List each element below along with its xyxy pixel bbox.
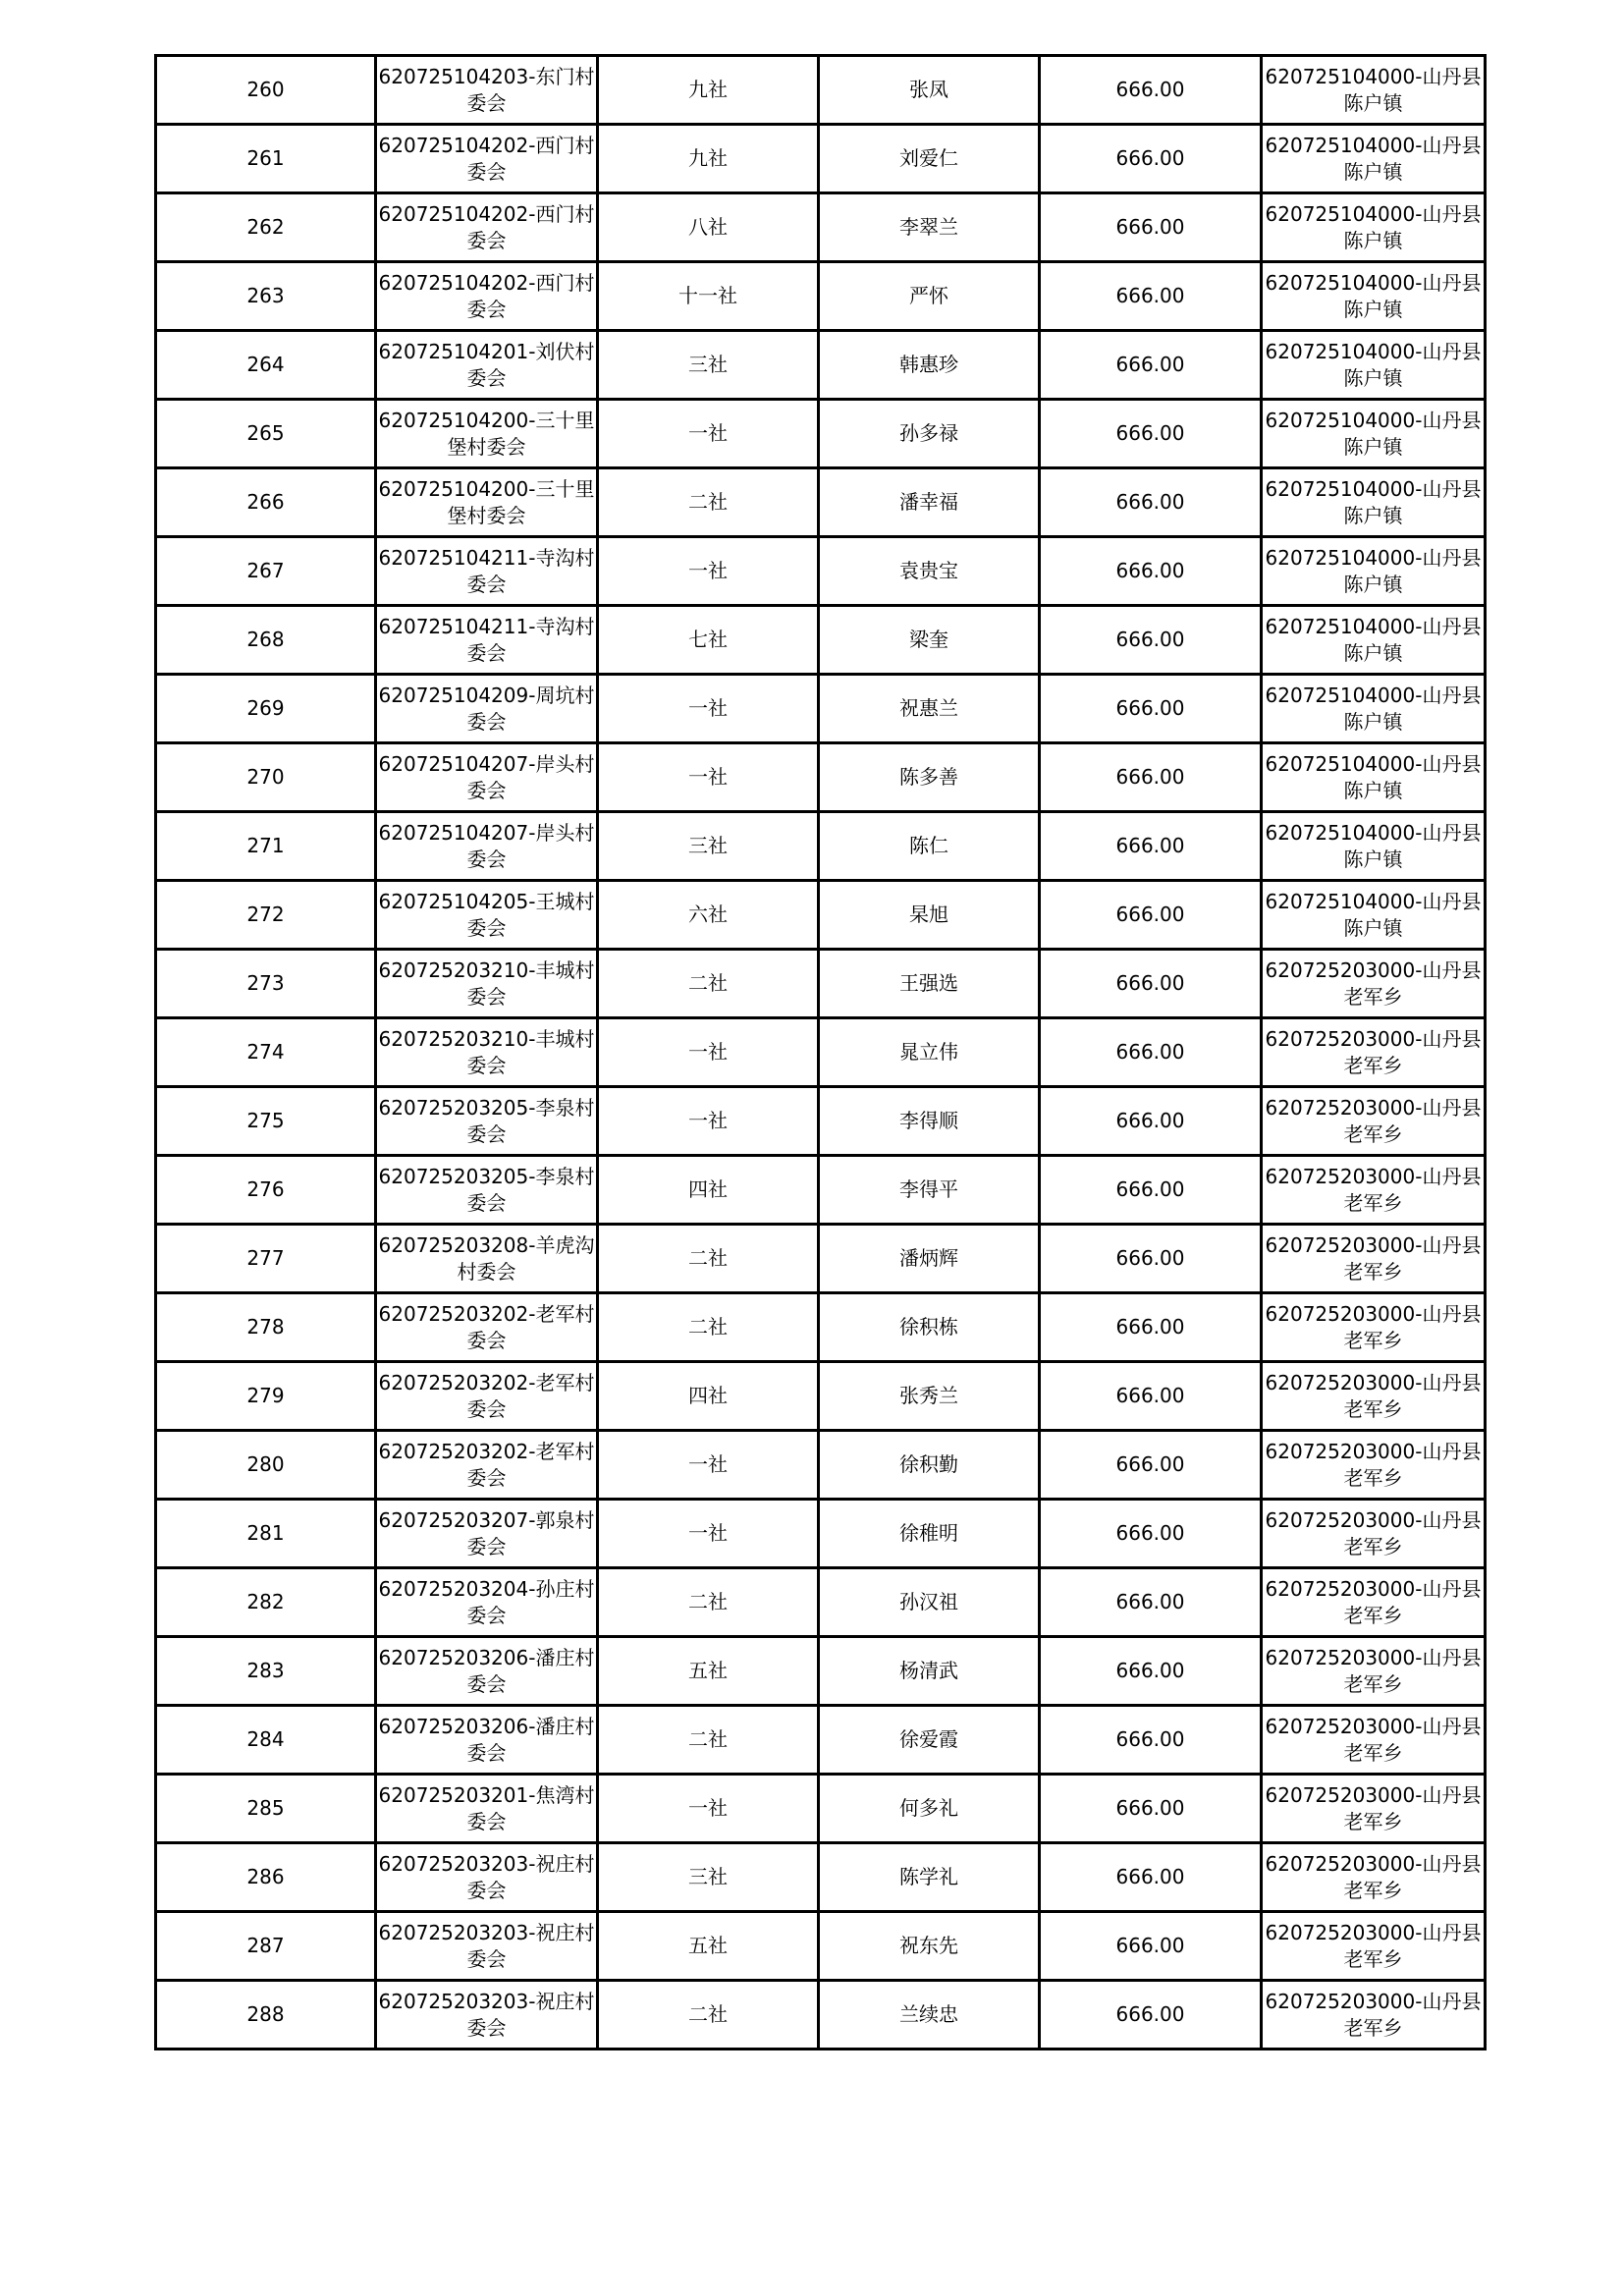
township-cell: 620725203000-山丹县老军乡: [1262, 1568, 1486, 1637]
village-committee-cell: 620725104205-王城村委会: [376, 881, 598, 950]
row-number-cell: 261: [156, 125, 376, 193]
amount-cell: 666.00: [1040, 193, 1262, 262]
township-cell: 620725203000-山丹县老军乡: [1262, 1018, 1486, 1087]
township-cell: 620725104000-山丹县陈户镇: [1262, 881, 1486, 950]
village-group-cell: 五社: [598, 1912, 819, 1981]
subsidy-roster-table: [154, 54, 1487, 2050]
village-committee-cell: 620725203210-丰城村委会: [376, 950, 598, 1018]
township-cell: 620725104000-山丹县陈户镇: [1262, 606, 1486, 675]
village-group-cell: 二社: [598, 1293, 819, 1362]
amount-cell: 666.00: [1040, 262, 1262, 331]
person-name-cell: 陈多善: [819, 743, 1040, 812]
table-row: [156, 1981, 1486, 2050]
village-group-cell: 七社: [598, 606, 819, 675]
village-committee-cell: 620725203207-郭泉村委会: [376, 1500, 598, 1568]
township-cell: 620725104000-山丹县陈户镇: [1262, 537, 1486, 606]
person-name-cell: 王强选: [819, 950, 1040, 1018]
village-committee-cell: 620725104207-岸头村委会: [376, 743, 598, 812]
village-committee-cell: 620725104211-寺沟村委会: [376, 606, 598, 675]
township-cell: 620725203000-山丹县老军乡: [1262, 1500, 1486, 1568]
village-committee-cell: 620725203202-老军村委会: [376, 1293, 598, 1362]
village-group-cell: 三社: [598, 1843, 819, 1912]
table-row: [156, 1912, 1486, 1981]
person-name-cell: 孙多禄: [819, 400, 1040, 468]
row-number-cell: 267: [156, 537, 376, 606]
amount-cell: 666.00: [1040, 1500, 1262, 1568]
table-row: [156, 1568, 1486, 1637]
village-committee-cell: 620725203206-潘庄村委会: [376, 1637, 598, 1706]
village-group-cell: 一社: [598, 743, 819, 812]
village-committee-cell: 620725203202-老军村委会: [376, 1362, 598, 1431]
village-group-cell: 三社: [598, 812, 819, 881]
township-cell: 620725104000-山丹县陈户镇: [1262, 812, 1486, 881]
row-number-cell: 270: [156, 743, 376, 812]
person-name-cell: 杲旭: [819, 881, 1040, 950]
amount-cell: 666.00: [1040, 743, 1262, 812]
person-name-cell: 张秀兰: [819, 1362, 1040, 1431]
table-row: [156, 1087, 1486, 1156]
table-row: [156, 1293, 1486, 1362]
person-name-cell: 陈仁: [819, 812, 1040, 881]
township-cell: 620725104000-山丹县陈户镇: [1262, 56, 1486, 125]
village-group-cell: 二社: [598, 1981, 819, 2050]
amount-cell: 666.00: [1040, 1568, 1262, 1637]
table-row: [156, 812, 1486, 881]
table-row: [156, 1706, 1486, 1775]
township-cell: 620725203000-山丹县老军乡: [1262, 1156, 1486, 1225]
amount-cell: 666.00: [1040, 675, 1262, 743]
row-number-cell: 265: [156, 400, 376, 468]
village-committee-cell: 620725203203-祝庄村委会: [376, 1912, 598, 1981]
township-cell: 620725203000-山丹县老军乡: [1262, 1775, 1486, 1843]
row-number-cell: 278: [156, 1293, 376, 1362]
amount-cell: 666.00: [1040, 1018, 1262, 1087]
amount-cell: 666.00: [1040, 1156, 1262, 1225]
township-cell: 620725203000-山丹县老军乡: [1262, 1431, 1486, 1500]
village-committee-cell: 620725203210-丰城村委会: [376, 1018, 598, 1087]
township-cell: 620725203000-山丹县老军乡: [1262, 1706, 1486, 1775]
person-name-cell: 韩惠珍: [819, 331, 1040, 400]
table-row: [156, 1156, 1486, 1225]
table-row: [156, 1500, 1486, 1568]
village-committee-cell: 620725203205-李泉村委会: [376, 1156, 598, 1225]
row-number-cell: 275: [156, 1087, 376, 1156]
person-name-cell: 李得平: [819, 1156, 1040, 1225]
table-row: [156, 56, 1486, 125]
person-name-cell: 袁贵宝: [819, 537, 1040, 606]
row-number-cell: 273: [156, 950, 376, 1018]
amount-cell: 666.00: [1040, 1431, 1262, 1500]
table-row: [156, 1225, 1486, 1293]
village-group-cell: 四社: [598, 1156, 819, 1225]
row-number-cell: 279: [156, 1362, 376, 1431]
table-row: [156, 1843, 1486, 1912]
village-committee-cell: 620725203203-祝庄村委会: [376, 1843, 598, 1912]
amount-cell: 666.00: [1040, 1912, 1262, 1981]
village-group-cell: 一社: [598, 1018, 819, 1087]
table-row: [156, 468, 1486, 537]
village-committee-cell: 620725203205-李泉村委会: [376, 1087, 598, 1156]
row-number-cell: 260: [156, 56, 376, 125]
township-cell: 620725203000-山丹县老军乡: [1262, 1087, 1486, 1156]
village-group-cell: 二社: [598, 1568, 819, 1637]
person-name-cell: 李翠兰: [819, 193, 1040, 262]
township-cell: 620725104000-山丹县陈户镇: [1262, 675, 1486, 743]
table-row: [156, 537, 1486, 606]
table-row: [156, 1018, 1486, 1087]
village-group-cell: 一社: [598, 1775, 819, 1843]
township-cell: 620725203000-山丹县老军乡: [1262, 1225, 1486, 1293]
village-group-cell: 一社: [598, 1087, 819, 1156]
village-group-cell: 一社: [598, 537, 819, 606]
row-number-cell: 272: [156, 881, 376, 950]
person-name-cell: 祝东先: [819, 1912, 1040, 1981]
village-committee-cell: 620725104201-刘伏村委会: [376, 331, 598, 400]
row-number-cell: 277: [156, 1225, 376, 1293]
village-group-cell: 六社: [598, 881, 819, 950]
amount-cell: 666.00: [1040, 950, 1262, 1018]
village-group-cell: 一社: [598, 1500, 819, 1568]
table-row: [156, 950, 1486, 1018]
table-row: [156, 881, 1486, 950]
village-group-cell: 九社: [598, 125, 819, 193]
row-number-cell: 287: [156, 1912, 376, 1981]
table-body: [156, 56, 1486, 2050]
village-group-cell: 四社: [598, 1362, 819, 1431]
person-name-cell: 徐稚明: [819, 1500, 1040, 1568]
village-group-cell: 一社: [598, 1431, 819, 1500]
village-group-cell: 二社: [598, 468, 819, 537]
person-name-cell: 孙汉祖: [819, 1568, 1040, 1637]
village-group-cell: 十一社: [598, 262, 819, 331]
table-row: [156, 1362, 1486, 1431]
township-cell: 620725104000-山丹县陈户镇: [1262, 262, 1486, 331]
village-committee-cell: 620725104202-西门村委会: [376, 125, 598, 193]
row-number-cell: 268: [156, 606, 376, 675]
table-row: [156, 606, 1486, 675]
amount-cell: 666.00: [1040, 1981, 1262, 2050]
amount-cell: 666.00: [1040, 1637, 1262, 1706]
amount-cell: 666.00: [1040, 331, 1262, 400]
person-name-cell: 杨清武: [819, 1637, 1040, 1706]
row-number-cell: 269: [156, 675, 376, 743]
township-cell: 620725104000-山丹县陈户镇: [1262, 331, 1486, 400]
person-name-cell: 徐积栋: [819, 1293, 1040, 1362]
row-number-cell: 276: [156, 1156, 376, 1225]
row-number-cell: 282: [156, 1568, 376, 1637]
village-group-cell: 二社: [598, 1706, 819, 1775]
village-committee-cell: 620725203203-祝庄村委会: [376, 1981, 598, 2050]
village-committee-cell: 620725104200-三十里堡村委会: [376, 468, 598, 537]
amount-cell: 666.00: [1040, 1775, 1262, 1843]
village-group-cell: 二社: [598, 950, 819, 1018]
person-name-cell: 兰续忠: [819, 1981, 1040, 2050]
amount-cell: 666.00: [1040, 812, 1262, 881]
village-group-cell: 二社: [598, 1225, 819, 1293]
person-name-cell: 张凤: [819, 56, 1040, 125]
row-number-cell: 284: [156, 1706, 376, 1775]
table-row: [156, 331, 1486, 400]
village-committee-cell: 620725203202-老军村委会: [376, 1431, 598, 1500]
person-name-cell: 严怀: [819, 262, 1040, 331]
village-committee-cell: 620725104211-寺沟村委会: [376, 537, 598, 606]
row-number-cell: 286: [156, 1843, 376, 1912]
village-group-cell: 一社: [598, 675, 819, 743]
row-number-cell: 262: [156, 193, 376, 262]
village-committee-cell: 620725104202-西门村委会: [376, 262, 598, 331]
township-cell: 620725104000-山丹县陈户镇: [1262, 193, 1486, 262]
village-committee-cell: 620725104207-岸头村委会: [376, 812, 598, 881]
township-cell: 620725104000-山丹县陈户镇: [1262, 125, 1486, 193]
table-row: [156, 743, 1486, 812]
table-row: [156, 1637, 1486, 1706]
person-name-cell: 祝惠兰: [819, 675, 1040, 743]
person-name-cell: 潘炳辉: [819, 1225, 1040, 1293]
row-number-cell: 266: [156, 468, 376, 537]
township-cell: 620725203000-山丹县老军乡: [1262, 1293, 1486, 1362]
person-name-cell: 何多礼: [819, 1775, 1040, 1843]
amount-cell: 666.00: [1040, 400, 1262, 468]
row-number-cell: 271: [156, 812, 376, 881]
amount-cell: 666.00: [1040, 606, 1262, 675]
village-group-cell: 三社: [598, 331, 819, 400]
village-committee-cell: 620725203201-焦湾村委会: [376, 1775, 598, 1843]
village-group-cell: 八社: [598, 193, 819, 262]
amount-cell: 666.00: [1040, 1706, 1262, 1775]
row-number-cell: 280: [156, 1431, 376, 1500]
village-committee-cell: 620725104202-西门村委会: [376, 193, 598, 262]
township-cell: 620725203000-山丹县老军乡: [1262, 950, 1486, 1018]
row-number-cell: 285: [156, 1775, 376, 1843]
amount-cell: 666.00: [1040, 1362, 1262, 1431]
row-number-cell: 281: [156, 1500, 376, 1568]
row-number-cell: 274: [156, 1018, 376, 1087]
village-group-cell: 五社: [598, 1637, 819, 1706]
amount-cell: 666.00: [1040, 1087, 1262, 1156]
township-cell: 620725104000-山丹县陈户镇: [1262, 743, 1486, 812]
village-committee-cell: 620725104209-周坑村委会: [376, 675, 598, 743]
table-row: [156, 675, 1486, 743]
person-name-cell: 徐爱霞: [819, 1706, 1040, 1775]
table-row: [156, 193, 1486, 262]
person-name-cell: 晁立伟: [819, 1018, 1040, 1087]
village-committee-cell: 620725203206-潘庄村委会: [376, 1706, 598, 1775]
person-name-cell: 李得顺: [819, 1087, 1040, 1156]
table-row: [156, 262, 1486, 331]
township-cell: 620725203000-山丹县老军乡: [1262, 1912, 1486, 1981]
person-name-cell: 徐积勤: [819, 1431, 1040, 1500]
row-number-cell: 264: [156, 331, 376, 400]
village-committee-cell: 620725203208-羊虎沟村委会: [376, 1225, 598, 1293]
township-cell: 620725203000-山丹县老军乡: [1262, 1637, 1486, 1706]
person-name-cell: 陈学礼: [819, 1843, 1040, 1912]
village-group-cell: 一社: [598, 400, 819, 468]
row-number-cell: 288: [156, 1981, 376, 2050]
amount-cell: 666.00: [1040, 537, 1262, 606]
township-cell: 620725104000-山丹县陈户镇: [1262, 400, 1486, 468]
township-cell: 620725203000-山丹县老军乡: [1262, 1981, 1486, 2050]
village-committee-cell: 620725203204-孙庄村委会: [376, 1568, 598, 1637]
row-number-cell: 263: [156, 262, 376, 331]
amount-cell: 666.00: [1040, 125, 1262, 193]
township-cell: 620725203000-山丹县老军乡: [1262, 1843, 1486, 1912]
person-name-cell: 潘幸福: [819, 468, 1040, 537]
table-row: [156, 125, 1486, 193]
village-committee-cell: 620725104203-东门村委会: [376, 56, 598, 125]
township-cell: 620725104000-山丹县陈户镇: [1262, 468, 1486, 537]
person-name-cell: 刘爱仁: [819, 125, 1040, 193]
table-row: [156, 1775, 1486, 1843]
township-cell: 620725203000-山丹县老军乡: [1262, 1362, 1486, 1431]
village-group-cell: 九社: [598, 56, 819, 125]
row-number-cell: 283: [156, 1637, 376, 1706]
amount-cell: 666.00: [1040, 881, 1262, 950]
table-row: [156, 1431, 1486, 1500]
amount-cell: 666.00: [1040, 1843, 1262, 1912]
amount-cell: 666.00: [1040, 56, 1262, 125]
person-name-cell: 梁奎: [819, 606, 1040, 675]
amount-cell: 666.00: [1040, 468, 1262, 537]
table-row: [156, 400, 1486, 468]
amount-cell: 666.00: [1040, 1225, 1262, 1293]
village-committee-cell: 620725104200-三十里堡村委会: [376, 400, 598, 468]
amount-cell: 666.00: [1040, 1293, 1262, 1362]
